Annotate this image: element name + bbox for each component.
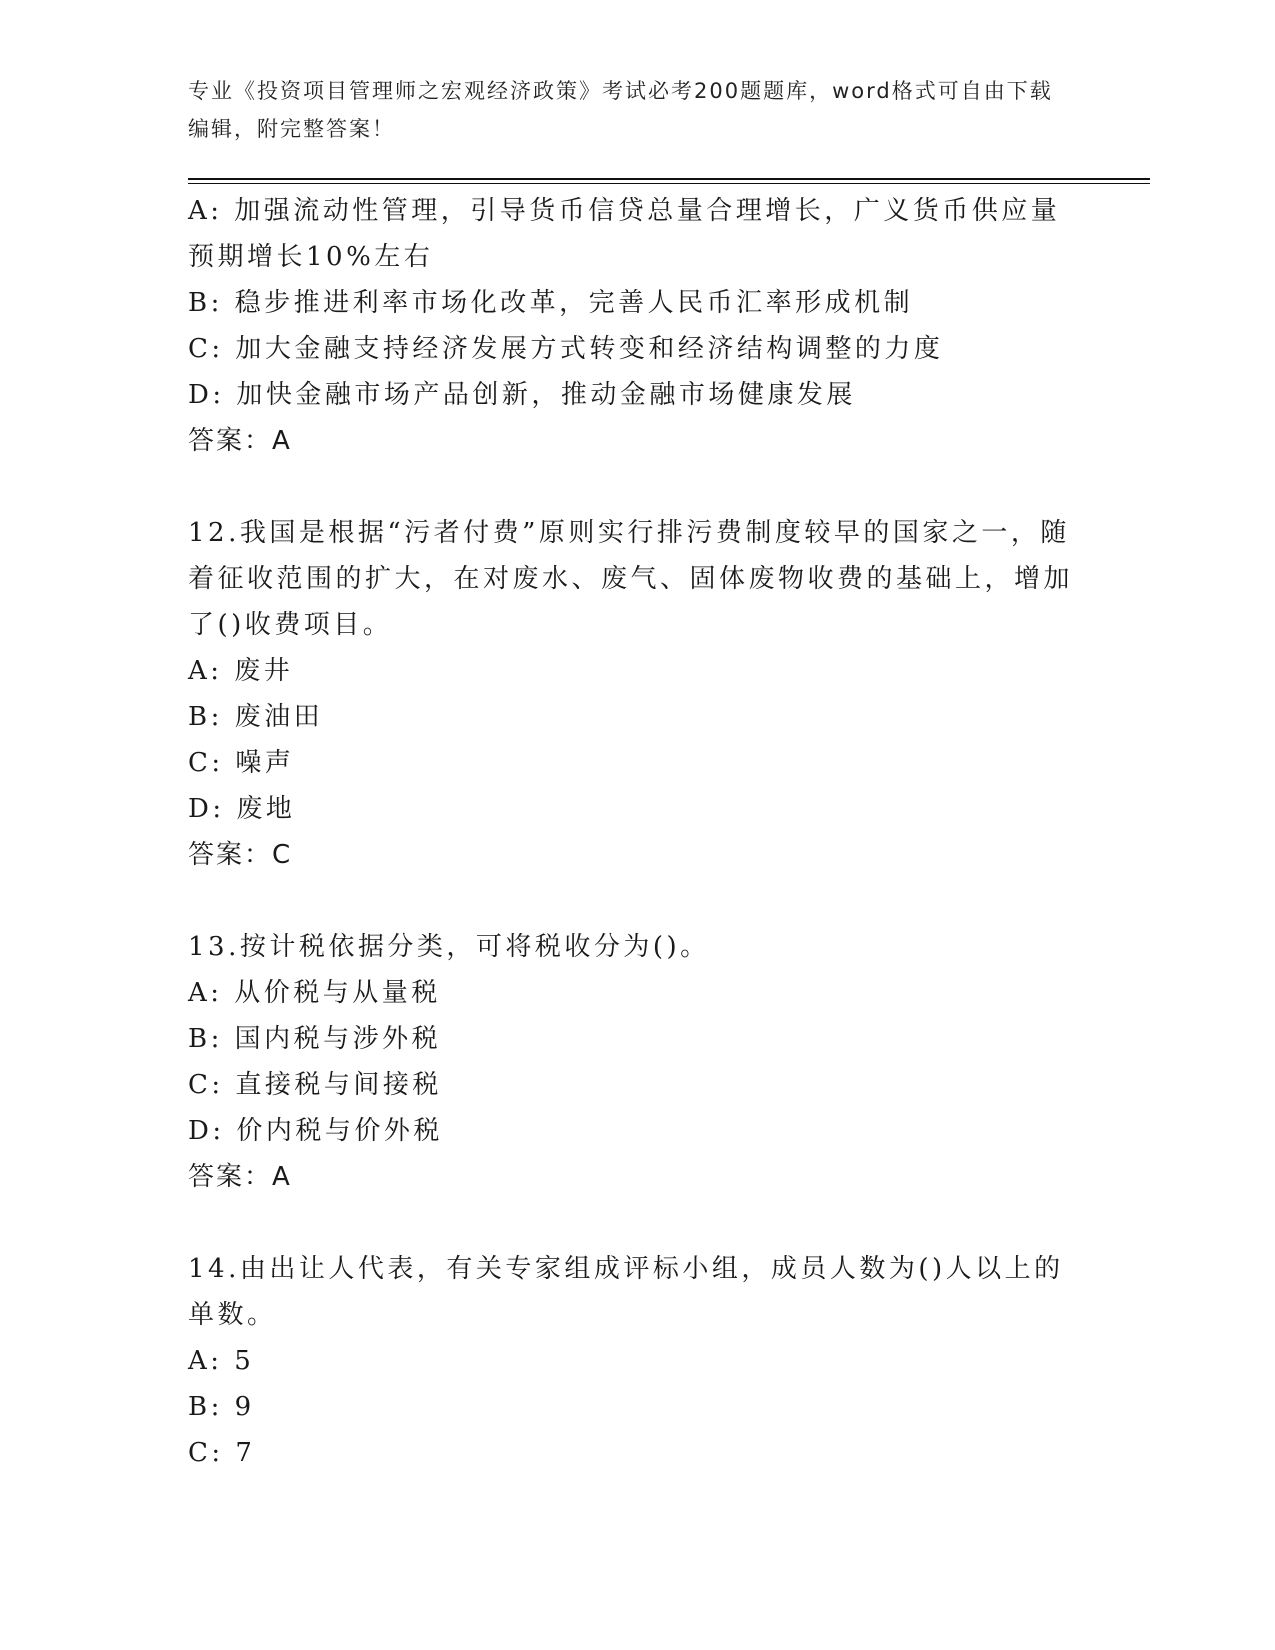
header-rule-thin [188, 183, 1150, 184]
option-d: D: 废地 [188, 794, 296, 824]
option-a: A: 废井 [188, 656, 294, 686]
question-text: 12.我国是根据“污者付费”原则实行排污费制度较早的国家之一，随着征收范围的扩大，在对废水、废气、固体废物收费的基础上，增加了()收费项目。 [188, 518, 1074, 640]
question-text: 13.按计税依据分类，可将税收分为()。 [188, 932, 710, 962]
option-c: C: 直接税与间接税 [188, 1070, 442, 1100]
option-b: B: 废油田 [188, 702, 324, 732]
answer: 答案：A [188, 426, 292, 456]
option-b: B: 稳步推进利率市场化改革，完善人民币汇率形成机制 [188, 288, 914, 318]
option-c: C: 7 [188, 1438, 256, 1468]
option-b: B: 国内税与涉外税 [188, 1024, 442, 1054]
option-d: D: 加快金融市场产品创新，推动金融市场健康发展 [188, 380, 856, 410]
header-rule-thick [188, 178, 1150, 180]
option-a: A: 从价税与从量税 [188, 978, 441, 1008]
option-d: D: 价内税与价外税 [188, 1116, 443, 1146]
option-a: A: 加强流动性管理，引导货币信贷总量合理增长，广义货币供应量预期增长10%左右 [188, 196, 1061, 272]
question-block [188, 188, 1078, 464]
question-list [188, 188, 1078, 1476]
option-c: C: 噪声 [188, 748, 295, 778]
answer: 答案：A [188, 1162, 292, 1192]
question-text: 14.由出让人代表，有关专家组成评标小组，成员人数为()人以上的单数。 [188, 1254, 1064, 1330]
question-block [188, 510, 1078, 878]
question-block [188, 924, 1078, 1200]
option-a: A: 5 [188, 1346, 255, 1376]
option-c: C: 加大金融支持经济发展方式转变和经济结构调整的力度 [188, 334, 944, 364]
question-block [188, 1246, 1078, 1476]
answer: 答案：C [188, 840, 293, 870]
document-header: 专业《投资项目管理师之宏观经济政策》考试必考200题题库，word格式可自由下载编辑，附完整答案！ [188, 79, 1053, 141]
option-b: B: 9 [188, 1392, 255, 1422]
